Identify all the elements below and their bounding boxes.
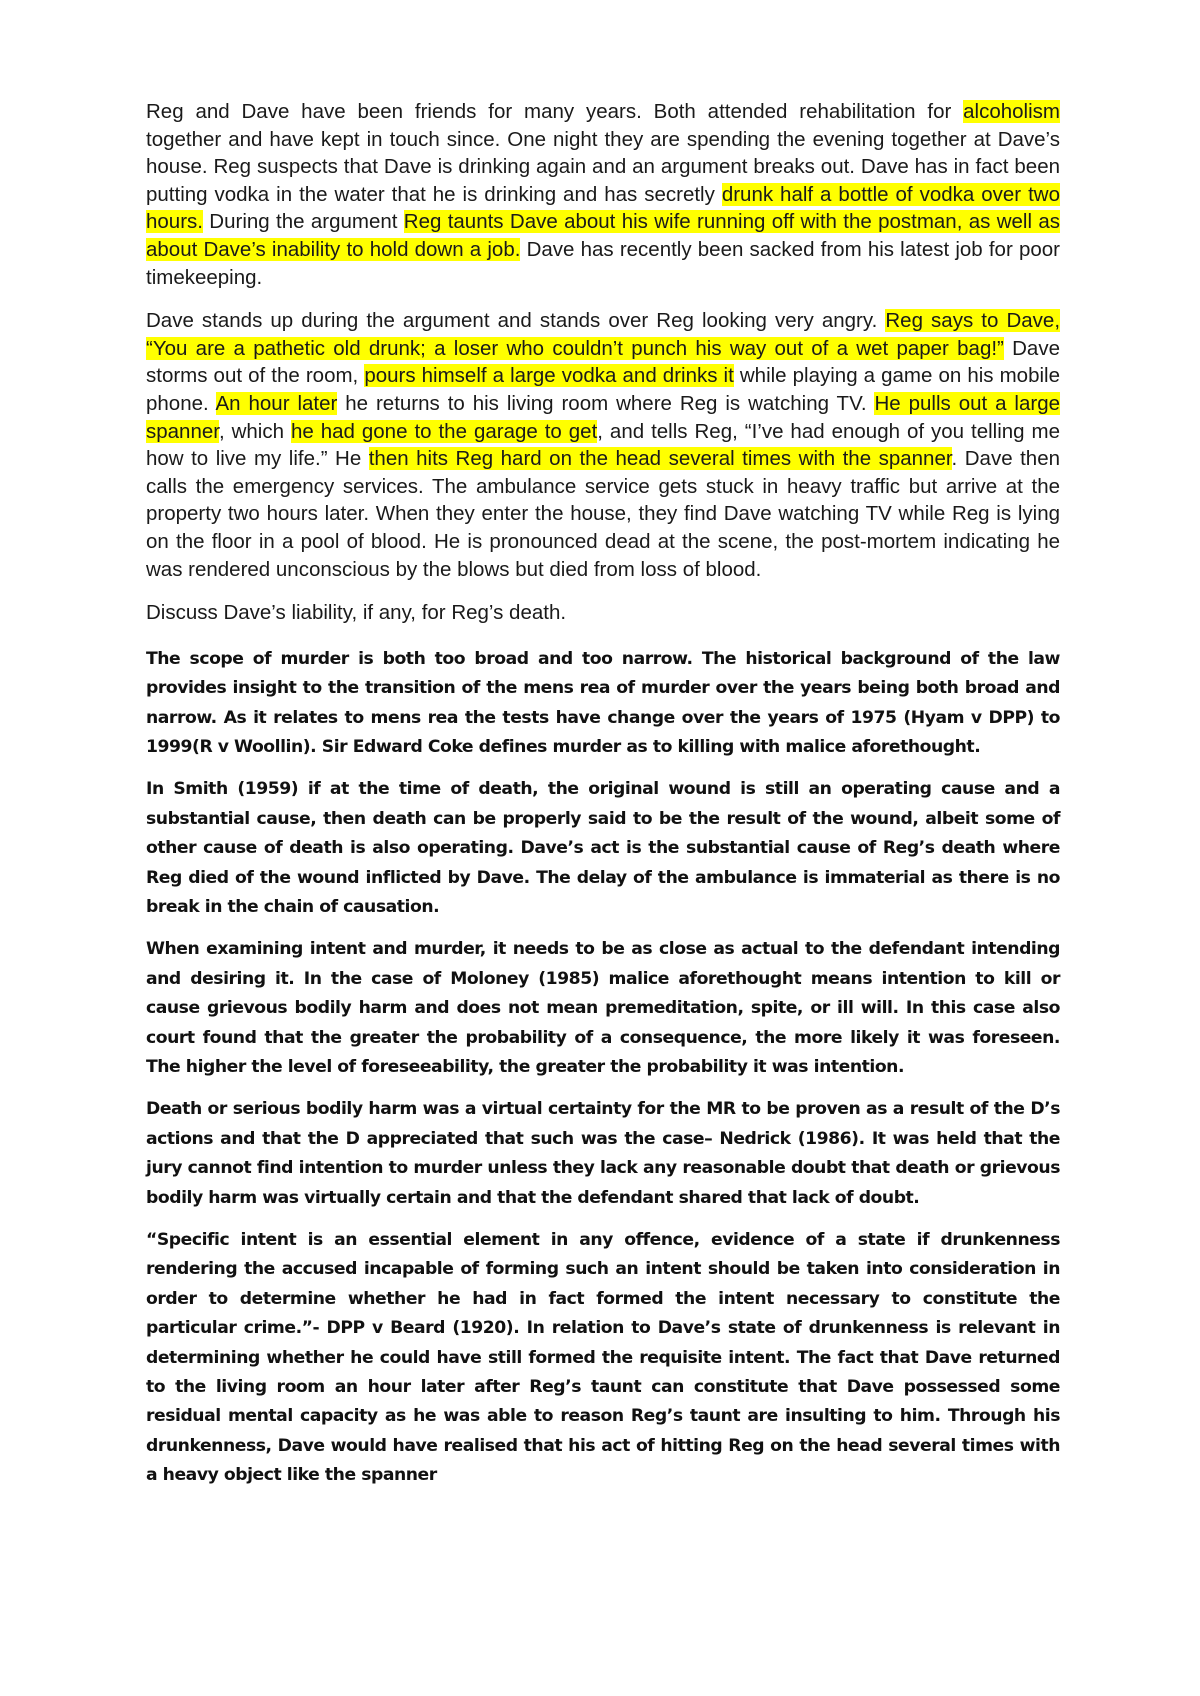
answer-paragraph-1: The scope of murder is both too broad and too narrow. The historical background of the law provides insight to the transition of the mens rea of murder over the years being both broad and narrow. As it relates to mens rea the tests have change over the years of 1975 (Hyam v DPP) to 1999(R v Woollin). Sir Edward Coke defines murder as to killing with malice aforethought. [146,648,1060,757]
question-prompt: Discuss Dave’s liability, if any, for Reg’s death. [146,601,567,625]
text-run: Dave stands up during the argument and stands over Reg looking very angry. [146,309,886,333]
highlighted-text: he had gone to the garage to get [290,419,598,443]
document-page [146,98,1060,1504]
text-run: . Dave then calls the emergency services. The ambulance service gets stuck in heavy traffic but arrive at the property two hours later. When they enter the house, they find Dave watching TV while Reg is lying on the floor in a pool of blood. He is pronounced dead at the scene, the post-mortem indicating he was rendered unconscious by the blows but died from loss of blood. [146,447,1060,581]
highlighted-text: He pulls out a large spanner [146,391,1061,443]
text-run: Dave storms out of the room, [146,336,1060,388]
text-run: , and tells Reg, “I’ve had enough of you telling me how to live my life.” He [146,419,1060,471]
text-run: Reg and Dave have been friends for many years. Both attended rehabilitation for [146,100,964,123]
highlighted-text: Reg taunts Dave about his wife running off with the postman, as well as about Dave’s inability to hold down a job. [146,210,1060,261]
text-run: Dave has recently been sacked from his latest job for poor timekeeping. [146,237,1060,289]
highlighted-text: alcoholism [963,100,1060,123]
text-run: while playing a game on his mobile phone. [146,364,1060,415]
highlighted-text: drunk half a bottle of vodka over two hours. [146,182,1060,234]
highlighted-text: An hour later [215,391,338,415]
text-run: together and have kept in touch since. One night they are spending the evening together at Dave’s house. Reg suspects that Dave is drinking again and an argument breaks out. Dave has in fact been putting vodka in the water that he is drinking and has secretly [146,127,1060,206]
answer-paragraph-5: “Specific intent is an essential element in any offence, evidence of a state if drunkenness rendering the accused incapable of forming such an intent should be taken into consideration in order to determine whether he had in fact formed the intent necessary to constitute the particular crime.”- DPP v Beard (1920). In relation to Dave’s state of drunkenness is relevant in determining whether he could have still formed the requisite intent. The fact that Dave returned to the living room an hour later after Reg’s taunt can constitute that Dave possessed some residual mental capacity as he was able to reason Reg’s taunt are insulting to him. Through his drunkenness, Dave would have realised that his act of hitting Reg on the head several times with a heavy object like the spanner [146,1230,1060,1486]
answer-paragraph-2: In Smith (1959) if at the time of death, the original wound is still an operating cause and a substantial cause, then death can be properly said to be the result of the wound, albeit some of other cause of death is also operating. Dave’s act is the substantial cause of Reg’s death where Reg died of the wound inflicted by Dave. The delay of the ambulance is immaterial as there is no break in the chain of causation. [146,779,1060,917]
scenario-paragraph-2 [146,307,1060,583]
text-run: During the argument [202,210,404,234]
highlighted-text: then hits Reg hard on the head several times with the spanner [368,447,952,471]
text-run: , which [218,419,291,443]
answer-paragraph-3: When examining intent and murder, it needs to be as close as actual to the defendant intending and desiring it. In the case of Moloney (1985) malice aforethought means intention to kill or cause grievous bodily harm and does not mean premeditation, spite, or ill will. In this case also court found that the greater the probability of a consequence, the more likely it was foreseen. The higher the level of foreseeability, the greater the probability it was intention. [146,939,1060,1077]
answer-paragraph-4: Death or serious bodily harm was a virtual certainty for the MR to be proven as a result of the D’s actions and that the D appreciated that such was the case– Nedrick (1986). It was held that the jury cannot find intention to murder unless they lack any reasonable doubt that death or grievous bodily harm was virtually certain and that the defendant shared that lack of doubt. [146,1099,1060,1208]
highlighted-text: Reg says to Dave, “You are a pathetic old drunk; a loser who couldn’t punch his way out of a wet paper bag!” [146,309,1061,360]
highlighted-text: pours himself a large vodka and drinks it [364,364,734,388]
scenario-paragraph-1 [146,98,1060,291]
text-run: he returns to his living room where Reg is watching TV. [337,391,875,415]
